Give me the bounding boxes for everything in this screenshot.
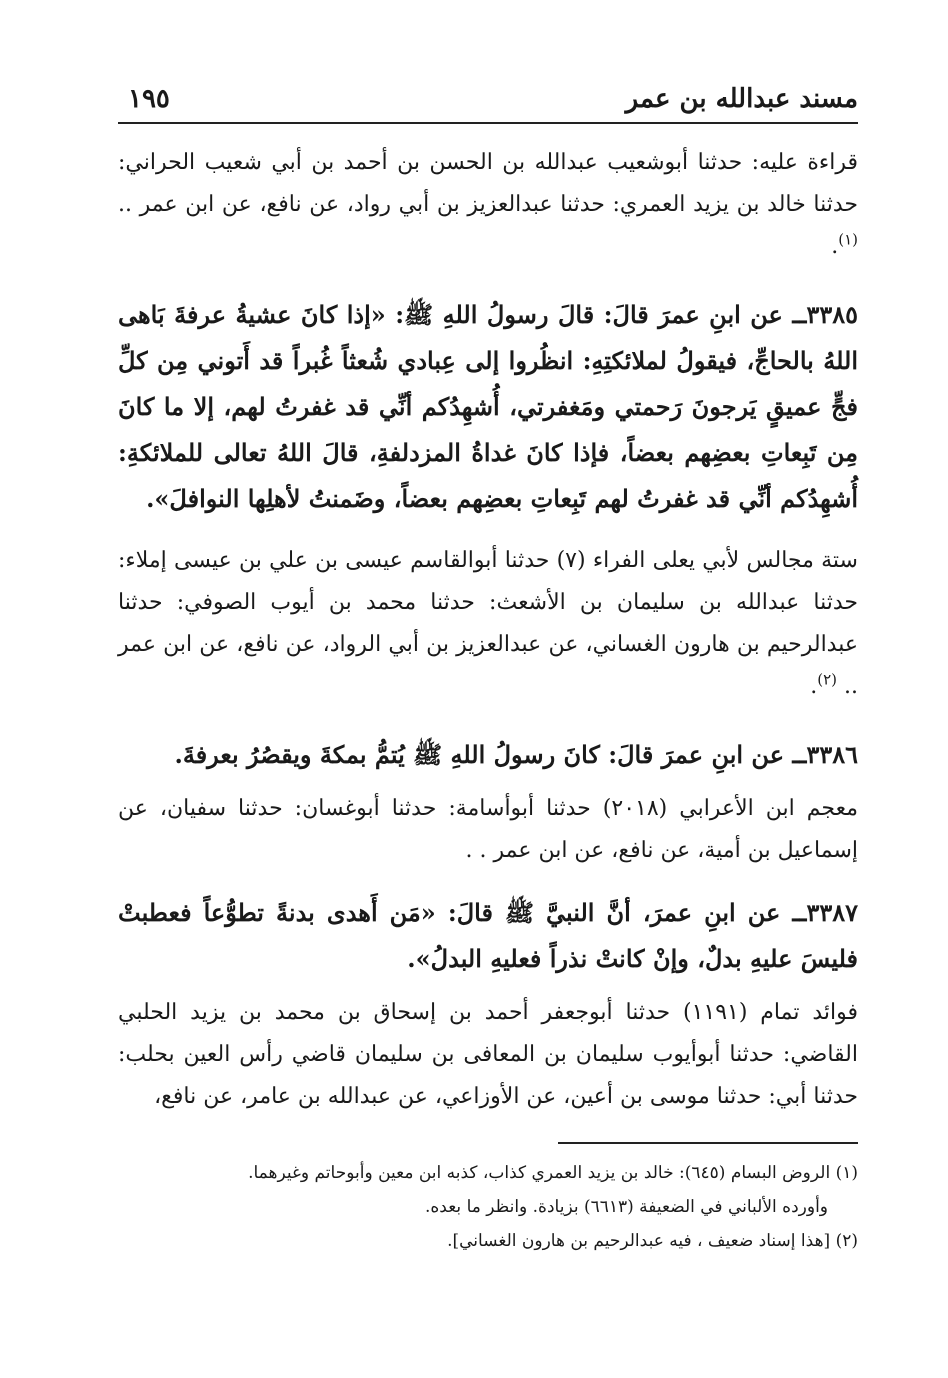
hadith-text: ــ عن ابنِ عمرَ قالَ: كانَ رسولُ اللهِ ﷺ يُتمُّ بمكةَ ويقصُرُ بعرفةَ. [174, 740, 807, 769]
book-page [118, 70, 858, 1310]
source-paragraph-2 [118, 540, 858, 708]
source-paragraph-3 [118, 788, 858, 872]
hadith-number: ٣٣٨٧ [806, 898, 858, 927]
source-text: قراءة عليه: حدثنا أبوشعيب عبدالله بن الحسن بن أحمد بن أبي شعيب الحراني: حدثنا خالد بن يزيد العمري: حدثنا عبدالعزيز بن أبي رواد، عن نافع، عن ابن عمر .. [118, 150, 858, 217]
page-number: ١٩٥ [128, 84, 170, 114]
footnotes [118, 1156, 858, 1258]
source-end: . [831, 234, 839, 259]
footnote-ref-1: (١) [838, 230, 858, 249]
source-text: فوائد تمام (١١٩١) حدثنا أبوجعفر أحمد بن إسحاق بن محمد بن يزيد الحلبي القاضي: حدثنا أبوأيوب سليمان بن المعافى بن سليمان قاضي رأس العين بحلب: حدثنا أبي: حدثنا موسى بن أعين، عن الأوزاعي، عن عبدالله بن عامر، عن نافع، [118, 1000, 859, 1109]
hadith-text: ــ عن ابنِ عمرَ قالَ: قالَ رسولُ اللهِ ﷺ: «إذا كانَ عشيةُ عرفةَ بَاهى اللهُ بالحاجِّ، فيقولُ لملائكتِهِ: انظُروا إلى عِبادي شُعثاً غُبراً قد أَتوني مِن كلِّ فجٍّ عميقٍ يَرجونَ رَحمتي ومَغفرتي، أُشهِدُكم أنِّي قد غفرتُ لهم، إلا ما كانَ مِن تَبِعاتِ بعضِهم بعضاً، فإذا كانَ غداةُ المزدلفةِ، قالَ اللهُ تعالى للملائكةِ: أُشهِدُكم أنِّي قد غفرتُ لهم تَبِعاتِ بعضِهم بعضاً، وضَمنتُ لأهلِها النوافلَ». [118, 300, 858, 513]
source-end: . [810, 674, 818, 699]
hadith-number: ٣٣٨٦ [806, 740, 858, 769]
source-text: ستة مجالس لأبي يعلى الفراء (٧) حدثنا أبوالقاسم عيسى بن علي بن عيسى إملاء: حدثنا عبدالله بن سليمان بن الأشعث: حدثنا محمد بن أيوب الصوفي: حدثنا عبدالرحيم بن هارون الغساني، عن عبدالعزيز بن أبي الرواد، عن نافع، عن ابن عمر .. [118, 548, 858, 699]
source-paragraph-4 [118, 992, 858, 1118]
source-text: معجم ابن الأعرابي (٢٠١٨) حدثنا أبوأسامة: حدثنا أبوغسان: حدثنا سفيان، عن إسماعيل بن أمية، عن نافع، عن ابن عمر . . [118, 796, 858, 863]
footnote-1-continuation: وأورده الألباني في الضعيفة (٦٦١٣) بزيادة. وانظر ما بعده. [425, 1197, 828, 1217]
hadith-3386 [118, 732, 858, 778]
hadith-3385 [118, 292, 858, 522]
footnote-ref-2: (٢) [817, 670, 838, 689]
source-paragraph-1 [118, 142, 858, 268]
hadith-text: ــ عن ابنِ عمرَ، أنَّ النبيَّ ﷺ قالَ: «مَن أَهدى بدنةً تطوُّعاً فعطبتْ فليسَ عليهِ بدلٌ، وإنْ كانتْ نذراً فعليهِ البدلُ». [118, 898, 858, 973]
running-title: مسند عبدالله بن عمر [625, 84, 858, 114]
footnote-2: (٢) [هذا إسناد ضعيف ، فيه عبدالرحيم بن هارون الغساني]. [447, 1231, 858, 1251]
footnote-separator [558, 1142, 858, 1144]
footnote-1: (١) الروض البسام (٦٤٥): خالد بن يزيد العمري كذاب، كذبه ابن معين وأبوحاتم وغيرهما. [248, 1163, 858, 1183]
page-header [118, 70, 858, 124]
hadith-number: ٣٣٨٥ [806, 300, 859, 329]
hadith-3387 [118, 890, 858, 982]
